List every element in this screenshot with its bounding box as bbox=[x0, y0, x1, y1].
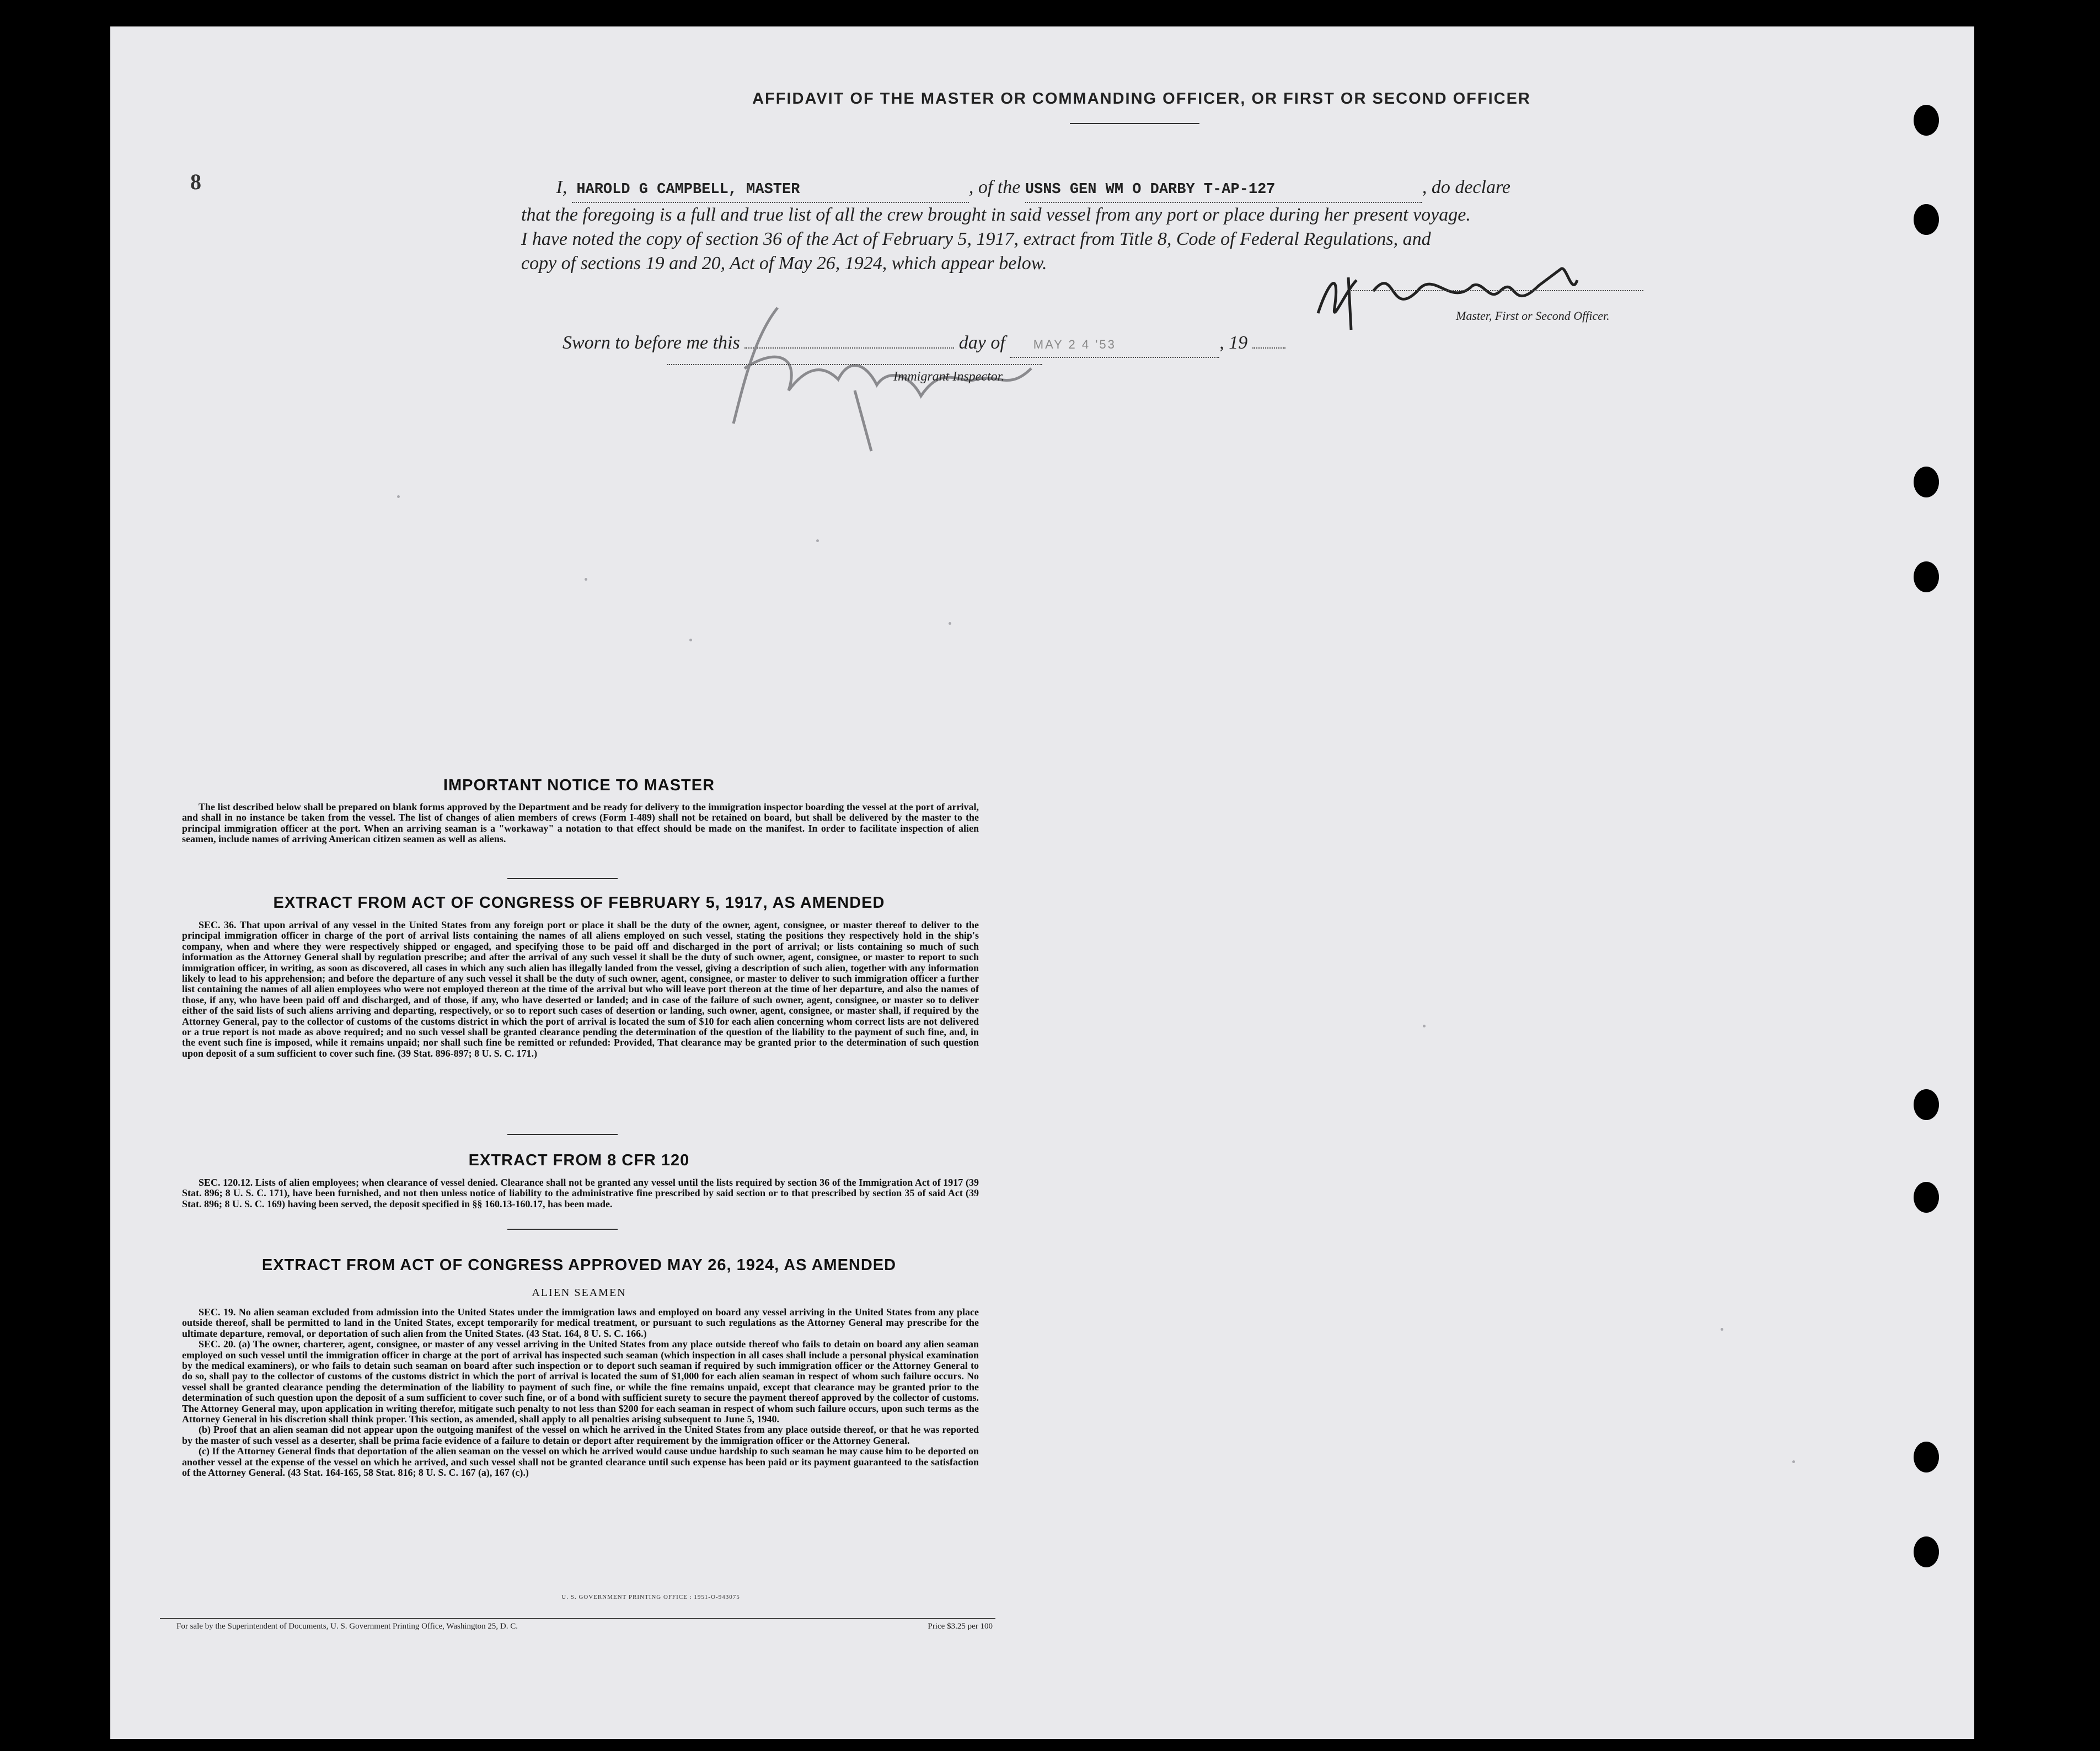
master-name-field bbox=[572, 175, 969, 203]
vessel-name: USNS GEN WM O DARBY T-AP-127 bbox=[1025, 181, 1276, 198]
notice-heading: IMPORTANT NOTICE TO MASTER bbox=[443, 777, 715, 794]
officer-signature-line bbox=[1351, 290, 1643, 291]
cfr-divider bbox=[507, 1229, 618, 1230]
sworn-prefix: Sworn to before me this bbox=[562, 333, 740, 353]
paper-speck bbox=[1721, 1328, 1723, 1331]
paper-speck bbox=[1423, 1025, 1426, 1027]
affidavit-title: AFFIDAVIT OF THE MASTER OR COMMANDING OFFICER, OR FIRST OR SECOND OFFICER bbox=[752, 90, 1531, 108]
punch-hole bbox=[1914, 1089, 1939, 1120]
section-36-paragraph: SEC. 36. That upon arrival of any vessel in the United States from any foreign port or place it shall be the duty of the owner, agent, consignee, or master thereof to deliver to the principal immigration officer in charge of the port of arrival lists containing the names of all aliens employed on such vessel, stating the positions they respectively hold in the ship's company, when and where they were respectively shipped or engaged, and specifying those to be paid off and discharged in the port of arrival; or lists containing so much of such information as the Attorney General shall by regulation prescribe; and after the arrival of any such vessel it shall be the duty of such owner, agent, consignee, or master to report to such immigration officer, in writing, as soon as discovered, all cases in which any such alien has illegally landed from the vessel, giving a description of such alien, together with any information likely to lead to his apprehension; and before the departure of any such vessel it shall be the duty of such owner, agent, consignee, or master to deliver to such immigration officer a further list containing the names of all alien employees who were not employed thereon at the time of the arrival but who will leave port thereon at the time of her departure, and also the names of those, if any, who have been paid off and discharged, and of those, if any, who have deserted or landed; and in case of the failure of such owner, agent, consignee, or master so to deliver either of the said lists of such aliens arriving and departing, respectively, or so to report such cases of desertion or landing, such owner, agent, consignee, or master shall, if required by the Attorney General, pay to the collector of customs of the customs district in which the port of arrival is located the sum of $10 for each alien concerning whom correct lists are not delivered or a true report is not made as above required; and no such vessel shall be granted clearance pending the determination of the question of the liability to the payment of such fine, and, in the event such fine is imposed, while it remains unpaid; nor shall such fine be remitted or refunded: Provided, That clearance may be granted prior to the determination of such question upon deposit of a sum sufficient to cover such fine. (39 Stat. 896-897; 8 U. S. C. 171.) bbox=[182, 919, 979, 1059]
cfr-text bbox=[182, 1177, 979, 1209]
section-20b-paragraph: (b) Proof that an alien seaman did not appear upon the outgoing manifest of the vessel on which he arrived in the United States from any place outside thereof, or that he was reported by the master of such vessel as a deserter, shall be prima facie evidence of a failure to detain or deport after requirement by the immigration officer or the Attorney General. bbox=[182, 1424, 979, 1446]
punch-hole bbox=[1914, 1182, 1939, 1213]
notice-paragraph: The list described below shall be prepared on blank forms approved by the Department and be ready for delivery to the immigration inspector boarding the vessel at the port of arrival, and shall in no instance be taken from the vessel. The list of changes of alien members of crews (Form I-489) shall not be retained on board, but shall be delivered by the master to the principal immigration officer at the port. When an arriving seaman is a "workaway" a notation to that effect should be made on the manifest. In order to facilitate inspection of alien seamen, include names of arriving American citizen seamen as well as aliens. bbox=[182, 801, 979, 845]
cfr-heading: EXTRACT FROM 8 CFR 120 bbox=[468, 1152, 690, 1169]
title-divider bbox=[1070, 123, 1199, 124]
notice-text bbox=[182, 802, 979, 845]
officer-caption: Master, First or Second Officer. bbox=[1456, 309, 1610, 323]
inspector-signature-line bbox=[667, 364, 1042, 365]
declaration-line-2: that the foregoing is a full and true list of all the crew brought in said vessel from any port or place during her present voyage. bbox=[521, 205, 1471, 225]
extract-1917-heading: EXTRACT FROM ACT OF CONGRESS OF FEBRUARY 5, 1917, AS AMENDED bbox=[273, 894, 885, 912]
punch-hole bbox=[1914, 204, 1939, 235]
declaration-of-the: , of the bbox=[968, 177, 1021, 197]
punch-hole bbox=[1914, 105, 1939, 136]
sale-notice: For sale by the Superintendent of Documents, U. S. Government Printing Office, Washington 25, D. C. bbox=[176, 1622, 518, 1631]
inspector-signature bbox=[711, 269, 1108, 457]
date-stamp: MAY 2 4 '53 bbox=[1033, 338, 1116, 351]
declaration-suffix: , do declare bbox=[1422, 177, 1511, 197]
alien-seamen-subheading: ALIEN SEAMEN bbox=[532, 1287, 626, 1299]
extract-1917-text bbox=[182, 920, 979, 1059]
margin-mark: 8 bbox=[190, 169, 201, 194]
notice-divider bbox=[507, 878, 618, 879]
punch-hole bbox=[1914, 1442, 1939, 1472]
master-signature bbox=[1307, 247, 1638, 341]
declaration-line-3: I have noted the copy of section 36 of the Act of February 5, 1917, extract from Title 8, Code of Federal Regulations, and bbox=[521, 229, 1431, 249]
paper-speck bbox=[949, 622, 951, 625]
document-page bbox=[110, 26, 1974, 1739]
gpo-imprint: U. S. GOVERNMENT PRINTING OFFICE : 1951-O-943075 bbox=[561, 1594, 740, 1600]
paper-speck bbox=[816, 539, 819, 542]
declaration-line-4: copy of sections 19 and 20, Act of May 26, 1924, which appear below. bbox=[521, 253, 1047, 274]
footer bbox=[176, 1622, 993, 1631]
extract-1917-divider bbox=[507, 1134, 618, 1135]
paper-speck bbox=[689, 639, 692, 641]
master-name: HAROLD G CAMPBELL, MASTER bbox=[576, 181, 800, 198]
section-20a-paragraph: SEC. 20. (a) The owner, charterer, agent, consignee, or master of any vessel arriving in the United States from any place outside thereof who fails to detain on board any alien seaman employed on such vessel until the immigration officer in charge at the port of arrival has inspected such seaman (which inspection in all cases shall include a personal physical examination by the medical examiners), or who fails to detain such seaman on board after such inspection or to deport such seaman if required by such immigration officer or the Attorney General to do so, shall pay to the collector of customs of the customs district in which the port of arrival is located the sum of $1,000 for each alien seaman in respect of whom such failure occurs. No vessel shall be granted clearance pending the determination of the liability to payment of such fine, or while the fine remains unpaid, except that clearance may be granted prior to the determination of such question upon the deposit of a sum sufficient to cover such fine, or of a bond with sufficient surety to secure the payment thereof approved by the collector of customs. The Attorney General may, upon application in writing therefor, mitigate such penalty to not less than $200 for each seaman in respect of whom such failure occurs, upon such terms as the Attorney General in his discretion shall think proper. This section, as amended, shall apply to all penalties arising subsequent to June 5, 1940. bbox=[182, 1338, 979, 1425]
price: Price $3.25 per 100 bbox=[928, 1622, 993, 1631]
inspector-caption: Immigrant Inspector. bbox=[893, 370, 1005, 384]
sworn-year-prefix: , 19 bbox=[1219, 333, 1248, 353]
paper-speck bbox=[1792, 1460, 1795, 1463]
paper-speck bbox=[397, 495, 400, 498]
punch-hole bbox=[1914, 467, 1939, 497]
vessel-name-field bbox=[1025, 175, 1422, 203]
sworn-day-of: day of bbox=[958, 333, 1005, 353]
section-20c-paragraph: (c) If the Attorney General finds that deportation of the alien seaman on the vessel on which he arrived would cause undue hardship to such seaman he may cause him to be deported on another vessel at the expense of the vessel on which he arrived, and such vessel shall not be granted clearance until such expense has been paid or its payment guaranteed to the satisfaction of the Attorney General. (43 Stat. 164-165, 58 Stat. 816; 8 U. S. C. 167 (a), 167 (c).) bbox=[182, 1445, 979, 1479]
sworn-year-field bbox=[1252, 347, 1285, 349]
footer-rule bbox=[160, 1618, 995, 1619]
extract-1924-heading: EXTRACT FROM ACT OF CONGRESS APPROVED MAY 26, 1924, AS AMENDED bbox=[261, 1256, 897, 1274]
punch-hole bbox=[1914, 1536, 1939, 1567]
extract-1924-text bbox=[182, 1307, 979, 1479]
section-120-12-paragraph: SEC. 120.12. Lists of alien employees; when clearance of vessel denied. Clearance shall not be granted any vessel until the lists required by section 36 of the Immigration Act of 1917 (39 Stat. 896; 8 U. S. C. 171), have been furnished, and not then unless notice of liability to the administrative fine prescribed by said section or to that prescribed by section 35 of said Act (39 Stat. 896; 8 U. S. C. 169) having been served, the deposit specified in §§ 160.13-160.17, has been made. bbox=[182, 1177, 979, 1209]
punch-hole bbox=[1914, 561, 1939, 592]
section-19-paragraph: SEC. 19. No alien seaman excluded from admission into the United States under the immigration laws and employed on board any vessel arriving in the United States from any place outside thereof, shall be permitted to land in the United States, except temporarily for medical treatment, or pursuant to such regulations as the Attorney General may prescribe for the ultimate departure, removal, or deportation of such alien from the United States. (43 Stat. 164, 8 U. S. C. 166.) bbox=[182, 1306, 979, 1339]
paper-speck bbox=[585, 578, 587, 581]
declaration-prefix: I, bbox=[556, 177, 567, 197]
